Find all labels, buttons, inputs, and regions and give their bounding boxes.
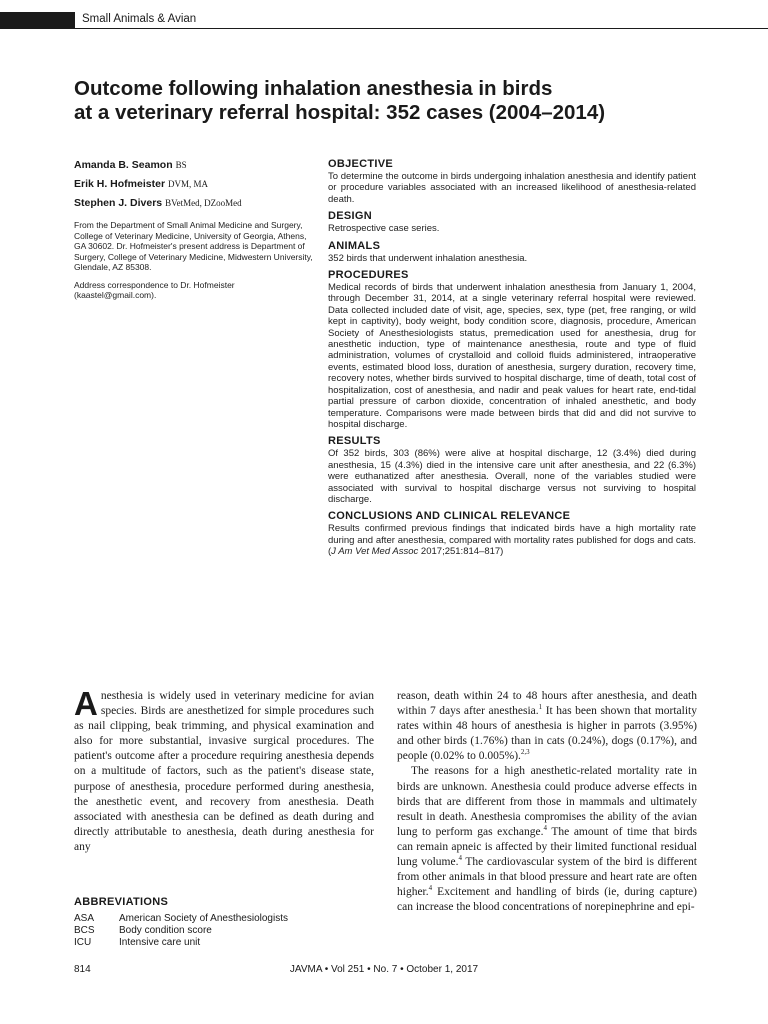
abbreviation-definition: Intensive care unit (119, 937, 201, 948)
results-text: Of 352 birds, 303 (86%) were alive at hospital discharge, 12 (3.4%) died during anesthesia, 15 (4.3%) died in the intensive care unit after anesthesia, and 22 (6.3%) were euthanatized after anesthesia. Overall, none of the variables studied were associated with survival to hospital discharge versus not surviving to hospital discharge. (328, 448, 696, 505)
page-number: 814 (74, 964, 91, 975)
author-1-credentials: BS (175, 160, 187, 170)
abbreviation-row (74, 913, 288, 925)
drop-cap: A (74, 685, 98, 722)
structured-abstract (328, 158, 696, 558)
design-heading: DESIGN (328, 210, 372, 223)
intro-paragraph: nesthesia is widely used in veterinary medicine for avian species. Birds are anesthetized for simple procedures such as nail clipping, beak trimming, and physical examination and also for more substantial, invasive surgical procedures. The patient's outcome after a procedure requiring anesthesia depends on a multitude of factors, such as the patient's disease state, purpose of anesthesia, procedure performed during anesthesia, the anesthetic event, and recovery from anesthesia. Death associated with anesthesia can be defined as death during and directly attributable to anesthesia, death during anesthesia for any (74, 690, 374, 853)
objective-text: To determine the outcome in birds undergoing inhalation anesthesia and identify patient or procedure variables associated with an increased likelihood of anesthesia-related death. (328, 171, 696, 205)
abbreviation-term: ICU (74, 937, 92, 948)
affiliation: From the Department of Small Animal Medicine and Surgery, College of Veterinary Medicine, University of Georgia, Athens, GA 30602. Dr. Hofmeister's present address is Department of Surgery, College of Veterinary Medicine, Midwestern University, Glendale, AZ 85308. (74, 220, 313, 272)
procedures-heading: PROCEDURES (328, 269, 409, 282)
section-header-bar (0, 12, 75, 29)
body-column-right (397, 689, 697, 915)
animals-text: 352 birds that underwent inhalation anesthesia. (328, 252, 528, 264)
body-paragraph: reason, death within 24 to 48 hours after anesthesia, and death within 7 days after anesthesia.$^1$ It has been shown that mortality rates within 48 hours of anesthesia is higher in parrots (3.95%) and other birds (1.76%) than in cats (0.24%), dogs (0.17%), and people (0.02% to 0.005%).$^{2,3}$ (397, 690, 697, 763)
body-paragraph: The reasons for a high anesthetic-related mortality rate in birds are unknown. Anesthesia could produce adverse effects in birds that are different from those in mammals and ultimately result in death. Anesthesia compromises the ability of the avian lung to perform gas exchange.$^4$ The amount of time that birds can remain apneic is affected by their limited functional residual lung volume.$^4$ The cardiovascular system of the bird is different from other animals in that blood pressure and heart rate are often higher.$^4$ Excitement and handling of birds (ie, during capture) can increase the blood concentrations of norepinephrine and epi- (397, 765, 697, 914)
procedures-text: Medical records of birds that underwent inhalation anesthesia from January 1, 2004, through December 31, 2014, at a single veterinary referral hospital were reviewed. Data collected included date of visit, age, species, sex, type (pet, free ranging, or wild kept in captivity), body weight, body condition score, diagnosis, procedure, American Society of Anesthesiologists status, premedication used for anesthesia, drug for anesthetic induction, type of maintenance anesthesia, route and type of fluid administration, volumes of crystalloid and colloid fluids administered, intraoperative events, estimated blood loss, duration of anesthesia, surgery duration, recovery time, recovery notes, whether birds survived to hospital discharge, time of death, total cost of hospitalization, cost of anesthesia, and nadir and peak values for heart rate, end-tidal partial pressure of carbon dioxide, concentration of inhaled anesthetic, and body temperature. Comparisons were made between birds that did and did not survive to hospital discharge. (328, 282, 696, 430)
reference-marker: 4 (428, 884, 433, 893)
section-label: Small Animals & Avian (82, 13, 197, 25)
author-2-credentials: DVM, MA (168, 179, 209, 189)
abbreviations-heading: ABBREVIATIONS (74, 896, 169, 908)
body-column-left (74, 685, 374, 855)
author-1: Amanda B. Seamon BS (74, 159, 187, 171)
objective-heading: OBJECTIVE (328, 158, 394, 170)
abbreviation-row (74, 937, 200, 949)
reference-marker: 1 (538, 703, 543, 712)
reference-marker: 4 (543, 824, 547, 833)
abbreviation-term: BCS (74, 925, 95, 936)
conclusions-text: Results confirmed previous findings that indicated birds have a high mortality rate during and after anesthesia, compared with mortality rates published for dogs and cats. (J Am Vet Med Assoc 2017;251:814–817) (328, 523, 696, 558)
reference-marker: 2,3 (520, 748, 530, 757)
design-text: Retrospective case series. (328, 223, 440, 235)
author-3: Stephen J. Divers BVetMed, DZooMed (74, 197, 242, 209)
journal-footer: JAVMA • Vol 251 • No. 7 • October 1, 2017 (289, 964, 479, 975)
author-block (74, 158, 314, 301)
correspondence: Address correspondence to Dr. Hofmeister (kaastel@gmail.com). (74, 279, 235, 300)
abbreviation-definition: Body condition score (119, 925, 212, 936)
conclusions-heading: CONCLUSIONS AND CLINICAL RELEVANCE (328, 510, 571, 523)
abbreviation-term: ASA (74, 913, 95, 924)
citation-journal: J Am Vet Med Assoc (331, 546, 419, 558)
results-heading: RESULTS (328, 435, 381, 448)
author-2: Erik H. Hofmeister DVM, MA (74, 178, 209, 190)
abbreviation-definition: American Society of Anesthesiologists (119, 913, 288, 924)
article-title (74, 77, 714, 125)
animals-heading: ANIMALS (328, 239, 381, 252)
title-line-1: Outcome following inhalation anesthesia in birds (74, 77, 553, 100)
abbreviation-row (74, 925, 212, 937)
section-header-rule (75, 28, 768, 29)
title-line-2: at a veterinary referral hospital: 352 cases (2004–2014) (74, 101, 606, 124)
reference-marker: 4 (458, 854, 462, 863)
author-3-credentials: BVetMed, DZooMed (165, 198, 242, 208)
